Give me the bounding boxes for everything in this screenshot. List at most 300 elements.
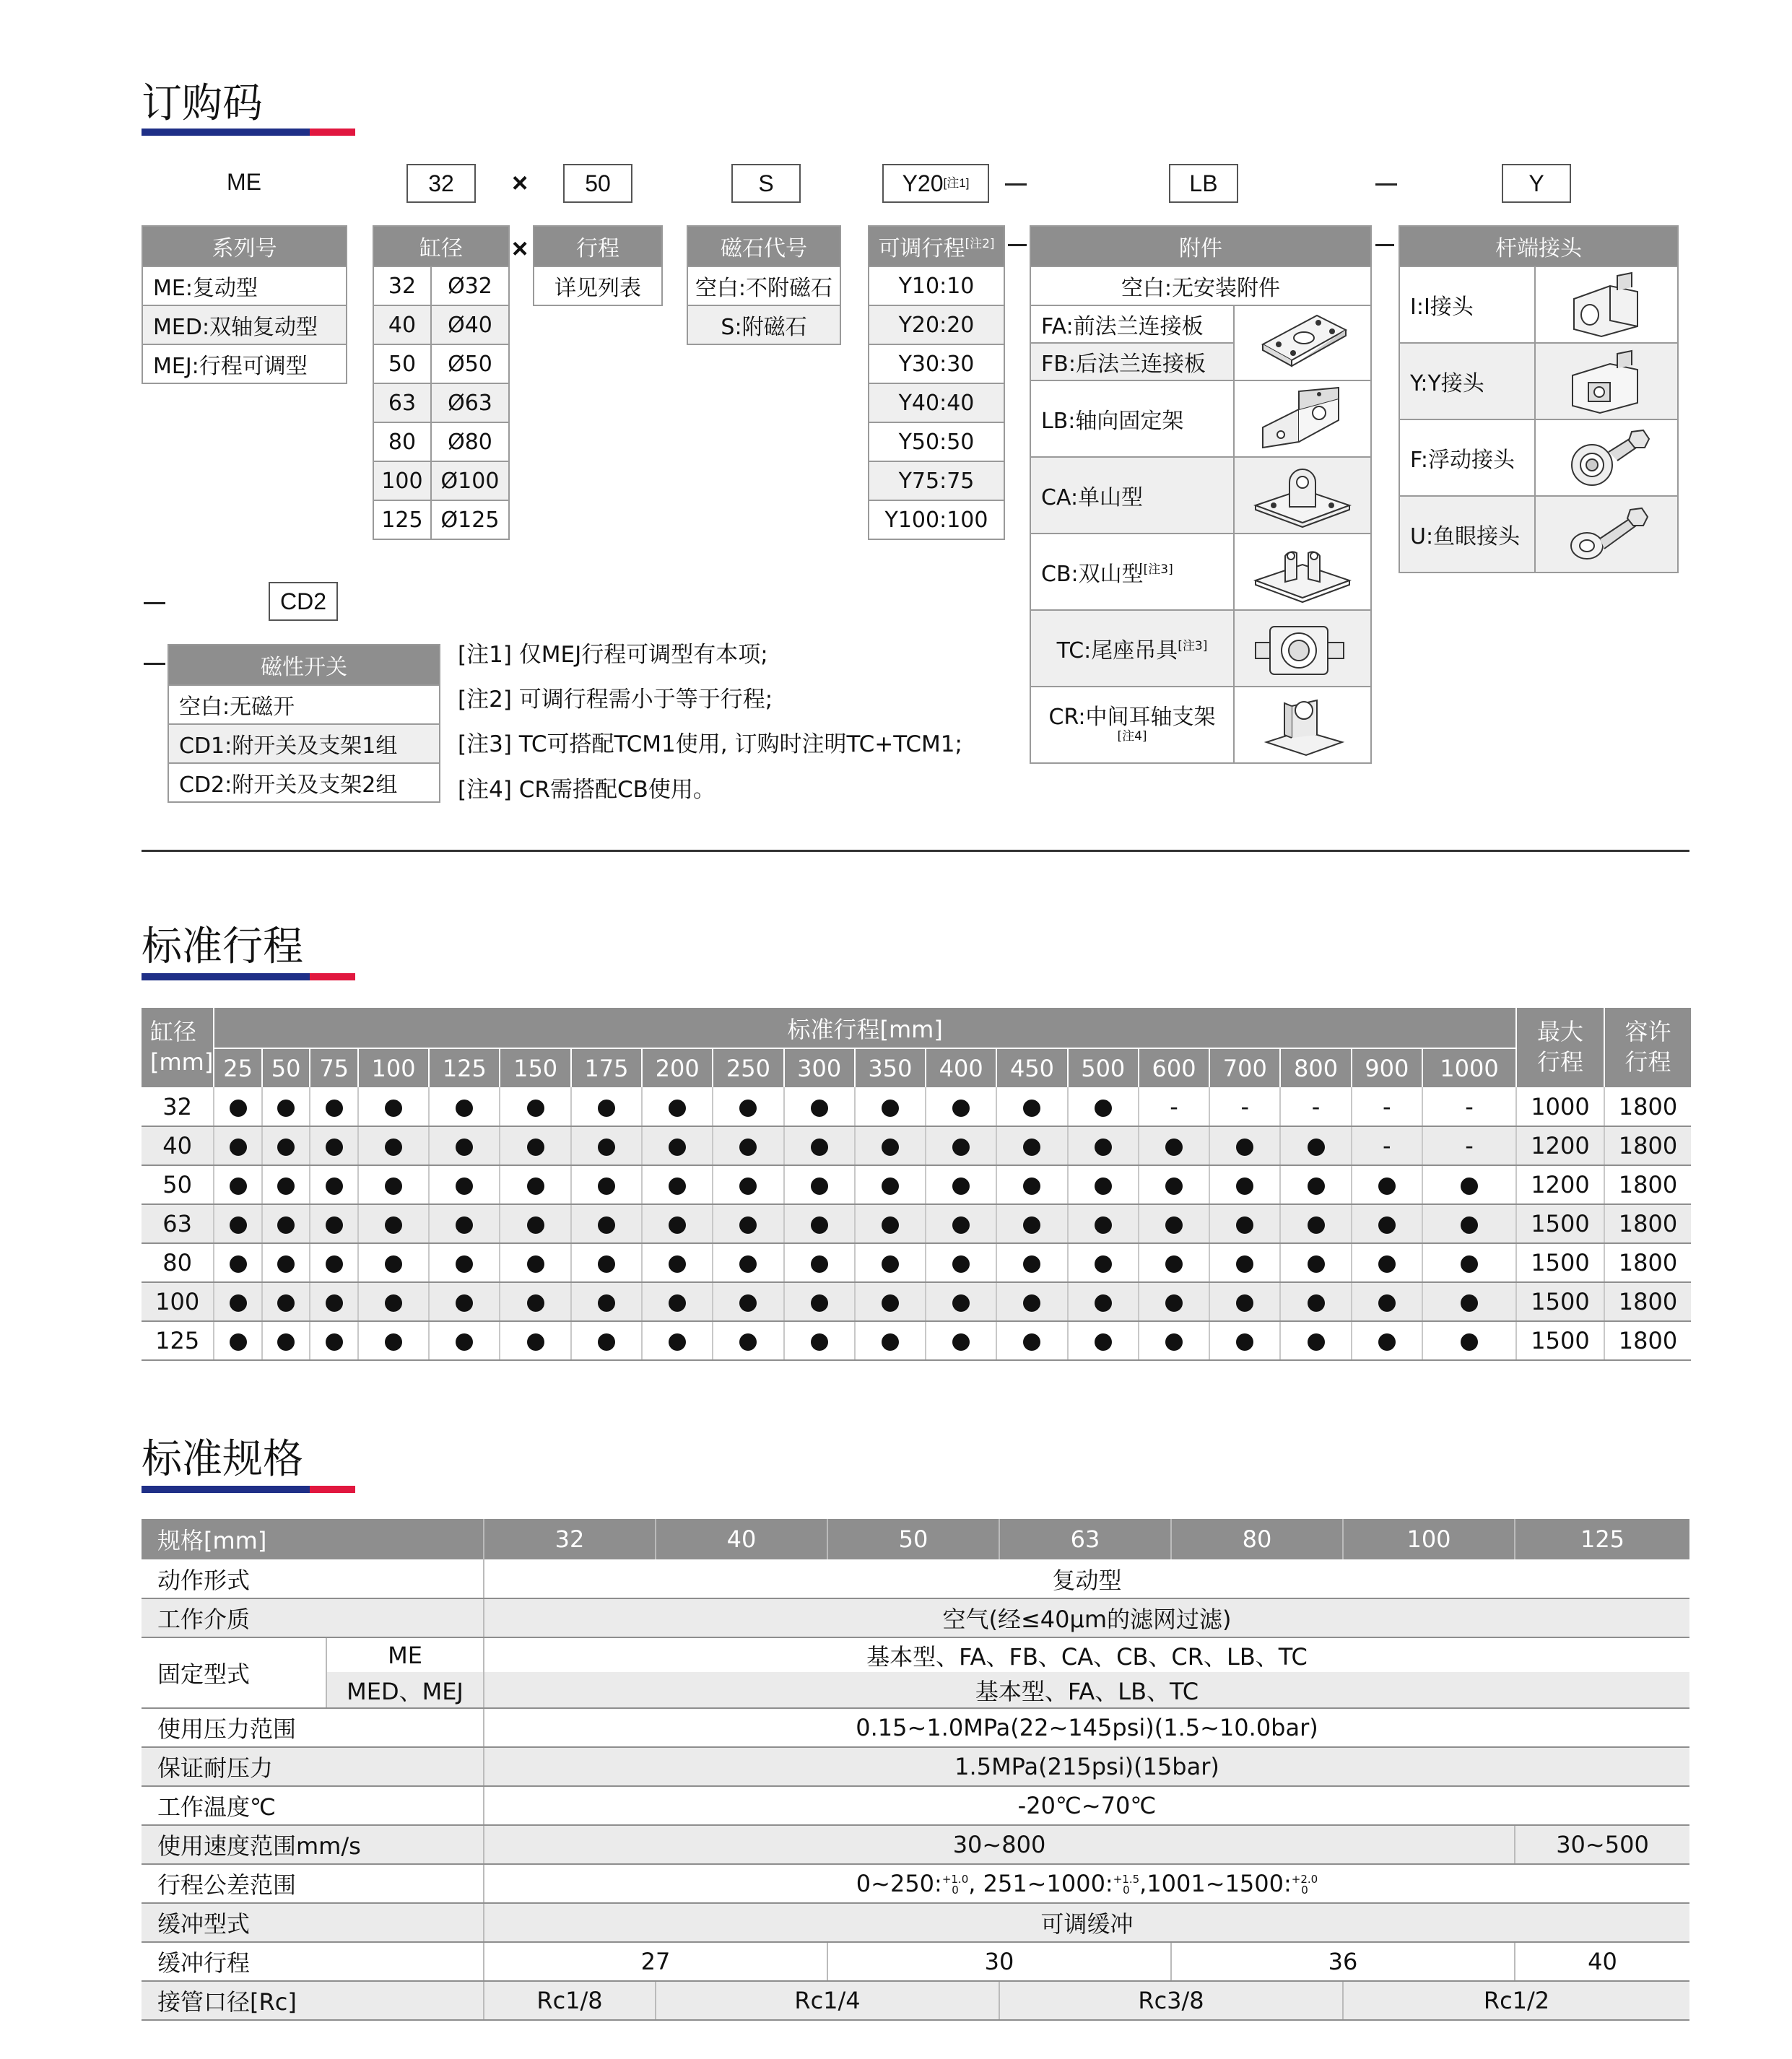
adj-option: Y20:20 bbox=[869, 305, 1004, 344]
available-dot bbox=[429, 1087, 500, 1126]
spec-medium: 空气(经≤40μm的滤网过滤) bbox=[484, 1598, 1689, 1637]
available-dot bbox=[358, 1165, 429, 1204]
accessory-ca: CA:单山型 bbox=[1030, 457, 1234, 534]
dash bbox=[1375, 183, 1397, 186]
available-dot bbox=[996, 1243, 1067, 1282]
dot-icon bbox=[456, 1333, 473, 1351]
magnet-none: 空白:不附磁石 bbox=[687, 266, 840, 305]
available-dot bbox=[310, 1126, 358, 1165]
available-dot bbox=[1422, 1282, 1516, 1321]
dot-icon bbox=[1023, 1255, 1040, 1273]
available-dot bbox=[214, 1243, 262, 1282]
available-dot bbox=[262, 1165, 310, 1204]
series-med: MED:双轴复动型 bbox=[142, 305, 347, 344]
available-dot bbox=[214, 1282, 262, 1321]
spec-bore: 80 bbox=[1171, 1519, 1343, 1559]
dot-icon bbox=[230, 1139, 247, 1156]
available-dot bbox=[1280, 1165, 1351, 1204]
code-adj: Y20 bbox=[902, 170, 944, 196]
dot-icon bbox=[952, 1100, 970, 1117]
bore-size: Ø63 bbox=[431, 383, 509, 422]
unavailable-dash: - bbox=[1352, 1087, 1422, 1126]
adj-table bbox=[868, 225, 1005, 540]
dot-icon bbox=[598, 1255, 615, 1273]
available-dot bbox=[855, 1243, 926, 1282]
spec-table bbox=[142, 1519, 1689, 2021]
stroke-row-max: 1200 bbox=[1516, 1165, 1604, 1204]
available-dot bbox=[1139, 1126, 1209, 1165]
stroke-column-header: 175 bbox=[571, 1048, 642, 1087]
stroke-column-header: 100 bbox=[358, 1048, 429, 1087]
stroke-standard-header: 标准行程[mm] bbox=[214, 1008, 1516, 1048]
available-dot bbox=[1209, 1126, 1280, 1165]
dot-icon bbox=[1378, 1333, 1396, 1351]
accessory-table bbox=[1030, 225, 1372, 764]
dot-icon bbox=[277, 1255, 295, 1273]
dot-icon bbox=[230, 1333, 247, 1351]
note-2: [注2] 可调行程需小于等于行程; bbox=[458, 687, 773, 713]
dot-icon bbox=[952, 1216, 970, 1234]
dash bbox=[144, 663, 165, 665]
bore-code: 80 bbox=[373, 422, 431, 461]
dot-icon bbox=[739, 1333, 757, 1351]
center-trunnion-icon bbox=[1234, 687, 1371, 763]
stroke-row-allow: 1800 bbox=[1604, 1126, 1691, 1165]
stroke-column-header: 50 bbox=[262, 1048, 310, 1087]
section-title-spec: 标准规格 bbox=[142, 1436, 303, 1483]
dot-icon bbox=[1461, 1294, 1478, 1312]
stroke-row-allow: 1800 bbox=[1604, 1087, 1691, 1126]
available-dot bbox=[262, 1243, 310, 1282]
available-dot bbox=[996, 1087, 1067, 1126]
stroke-max-header: 最大行程 bbox=[1516, 1008, 1604, 1087]
dot-icon bbox=[1378, 1177, 1396, 1195]
code-bore-box bbox=[406, 164, 476, 203]
dot-icon bbox=[527, 1177, 544, 1195]
dot-icon bbox=[277, 1216, 295, 1234]
dot-icon bbox=[1236, 1216, 1253, 1234]
stroke-row-bore: 32 bbox=[142, 1087, 214, 1126]
available-dot bbox=[713, 1282, 783, 1321]
available-dot bbox=[926, 1126, 996, 1165]
code-switch: CD2 bbox=[279, 588, 326, 614]
adj-option: Y30:30 bbox=[869, 344, 1004, 383]
adj-option: Y50:50 bbox=[869, 422, 1004, 461]
dot-icon bbox=[1308, 1216, 1325, 1234]
dot-icon bbox=[1236, 1333, 1253, 1351]
dot-icon bbox=[882, 1294, 899, 1312]
bore-size: Ø32 bbox=[431, 266, 509, 305]
spec-pressure-label: 使用压力范围 bbox=[142, 1708, 484, 1747]
available-dot bbox=[1139, 1165, 1209, 1204]
bore-table bbox=[373, 225, 510, 540]
available-dot bbox=[214, 1321, 262, 1360]
dot-icon bbox=[882, 1139, 899, 1156]
available-dot bbox=[713, 1087, 783, 1126]
code-rodend-box bbox=[1502, 164, 1571, 203]
spec-cushion: 可调缓冲 bbox=[484, 1903, 1689, 1942]
stroke-row-bore: 80 bbox=[142, 1243, 214, 1282]
dot-icon bbox=[1165, 1216, 1183, 1234]
available-dot bbox=[784, 1282, 855, 1321]
available-dot bbox=[500, 1087, 570, 1126]
available-dot bbox=[500, 1165, 570, 1204]
switch-none: 空白:无磁开 bbox=[168, 685, 440, 724]
dot-icon bbox=[230, 1177, 247, 1195]
stroke-row-bore: 63 bbox=[142, 1204, 214, 1243]
divider bbox=[142, 850, 1689, 852]
available-dot bbox=[262, 1087, 310, 1126]
bore-code: 100 bbox=[373, 461, 431, 500]
available-dot bbox=[1422, 1165, 1516, 1204]
stroke-column-header: 1000 bbox=[1422, 1048, 1516, 1087]
stroke-table bbox=[533, 225, 663, 306]
dot-icon bbox=[277, 1139, 295, 1156]
dot-icon bbox=[1461, 1333, 1478, 1351]
spec-speed-b: 30~500 bbox=[1515, 1825, 1689, 1864]
stroke-column-header: 450 bbox=[996, 1048, 1067, 1087]
spec-pressure: 0.15~1.0MPa(22~145psi)(1.5~10.0bar) bbox=[484, 1708, 1689, 1747]
available-dot bbox=[571, 1321, 642, 1360]
dash bbox=[1375, 244, 1394, 246]
stroke-row-allow: 1800 bbox=[1604, 1282, 1691, 1321]
available-dot bbox=[310, 1087, 358, 1126]
available-dot bbox=[784, 1204, 855, 1243]
spec-mount-me-label: ME bbox=[326, 1637, 484, 1672]
available-dot bbox=[358, 1087, 429, 1126]
available-dot bbox=[214, 1126, 262, 1165]
bore-size: Ø80 bbox=[431, 422, 509, 461]
adj-header: 可调行程[注2] bbox=[869, 226, 1004, 266]
dot-icon bbox=[1095, 1255, 1112, 1273]
dot-icon bbox=[230, 1294, 247, 1312]
available-dot bbox=[214, 1087, 262, 1126]
i-joint-icon bbox=[1535, 266, 1678, 343]
dot-icon bbox=[456, 1255, 473, 1273]
stroke-column-header: 800 bbox=[1280, 1048, 1351, 1087]
dot-icon bbox=[811, 1177, 828, 1195]
stroke-row-max: 1500 bbox=[1516, 1282, 1604, 1321]
available-dot bbox=[358, 1204, 429, 1243]
dot-icon bbox=[1236, 1294, 1253, 1312]
dot-icon bbox=[1378, 1255, 1396, 1273]
rod-eye-icon bbox=[1535, 496, 1678, 573]
spec-cushion-label: 缓冲型式 bbox=[142, 1903, 484, 1942]
dot-icon bbox=[598, 1139, 615, 1156]
dot-icon bbox=[1165, 1294, 1183, 1312]
bore-header: 缸径 bbox=[373, 226, 509, 266]
stroke-column-header: 600 bbox=[1139, 1048, 1209, 1087]
spec-bore: 32 bbox=[484, 1519, 656, 1559]
spec-medium-label: 工作介质 bbox=[142, 1598, 484, 1637]
spec-cushion-len: 40 bbox=[1515, 1942, 1689, 1981]
accessory-lb: LB:轴向固定架 bbox=[1030, 380, 1234, 457]
dot-icon bbox=[1165, 1255, 1183, 1273]
spec-temp-label: 工作温度℃ bbox=[142, 1786, 484, 1825]
dot-icon bbox=[598, 1294, 615, 1312]
dash bbox=[1008, 244, 1027, 246]
dot-icon bbox=[1378, 1294, 1396, 1312]
unavailable-dash: - bbox=[1422, 1087, 1516, 1126]
available-dot bbox=[429, 1321, 500, 1360]
spec-mount-med: 基本型、FA、LB、TC bbox=[484, 1672, 1689, 1708]
series-header: 系列号 bbox=[142, 226, 347, 266]
dot-icon bbox=[669, 1139, 686, 1156]
available-dot bbox=[1352, 1321, 1422, 1360]
dot-icon bbox=[1023, 1100, 1040, 1117]
available-dot bbox=[1068, 1165, 1139, 1204]
dot-icon bbox=[598, 1100, 615, 1117]
available-dot bbox=[1068, 1126, 1139, 1165]
dot-icon bbox=[456, 1177, 473, 1195]
stroke-bore-header: 缸径 [mm] bbox=[142, 1008, 214, 1087]
dot-icon bbox=[598, 1216, 615, 1234]
spec-action: 复动型 bbox=[484, 1559, 1689, 1598]
available-dot bbox=[1422, 1321, 1516, 1360]
available-dot bbox=[855, 1087, 926, 1126]
double-clevis-icon bbox=[1234, 534, 1371, 610]
dot-icon bbox=[739, 1177, 757, 1195]
available-dot bbox=[1422, 1204, 1516, 1243]
dot-icon bbox=[326, 1139, 343, 1156]
available-dot bbox=[713, 1126, 783, 1165]
bore-size: Ø100 bbox=[431, 461, 509, 500]
available-dot bbox=[926, 1165, 996, 1204]
code-times: × bbox=[512, 168, 529, 199]
dot-icon bbox=[326, 1333, 343, 1351]
spec-bore: 100 bbox=[1343, 1519, 1515, 1559]
standard-stroke-table bbox=[142, 1008, 1691, 1361]
rodend-u: U:鱼眼接头 bbox=[1399, 496, 1535, 573]
dot-icon bbox=[882, 1333, 899, 1351]
available-dot bbox=[996, 1282, 1067, 1321]
available-dot bbox=[262, 1126, 310, 1165]
dot-icon bbox=[811, 1294, 828, 1312]
available-dot bbox=[1068, 1087, 1139, 1126]
available-dot bbox=[571, 1165, 642, 1204]
stroke-row-allow: 1800 bbox=[1604, 1321, 1691, 1360]
available-dot bbox=[500, 1204, 570, 1243]
spec-port-label: 接管口径[Rc] bbox=[142, 1981, 484, 2020]
dot-icon bbox=[1095, 1216, 1112, 1234]
dot-icon bbox=[456, 1216, 473, 1234]
available-dot bbox=[262, 1204, 310, 1243]
dot-icon bbox=[527, 1139, 544, 1156]
dot-icon bbox=[1236, 1139, 1253, 1156]
dot-icon bbox=[385, 1100, 402, 1117]
trunnion-icon bbox=[1234, 610, 1371, 687]
stroke-row-allow: 1800 bbox=[1604, 1243, 1691, 1282]
stroke-column-header: 700 bbox=[1209, 1048, 1280, 1087]
available-dot bbox=[310, 1243, 358, 1282]
code-magnet: S bbox=[758, 170, 774, 196]
dot-icon bbox=[230, 1255, 247, 1273]
available-dot bbox=[1139, 1282, 1209, 1321]
dot-icon bbox=[882, 1100, 899, 1117]
spec-mount-me: 基本型、FA、FB、CA、CB、CR、LB、TC bbox=[866, 1642, 1308, 1671]
available-dot bbox=[262, 1282, 310, 1321]
dot-icon bbox=[1461, 1177, 1478, 1195]
dot-icon bbox=[669, 1216, 686, 1234]
available-dot bbox=[1139, 1243, 1209, 1282]
available-dot bbox=[1209, 1321, 1280, 1360]
available-dot bbox=[1422, 1243, 1516, 1282]
spec-proof: 1.5MPa(215psi)(15bar) bbox=[484, 1747, 1689, 1786]
bore-code: 125 bbox=[373, 500, 431, 539]
dot-icon bbox=[739, 1216, 757, 1234]
available-dot bbox=[855, 1126, 926, 1165]
note-4: [注4] CR需搭配CB使用。 bbox=[458, 777, 716, 803]
dot-icon bbox=[1308, 1177, 1325, 1195]
stroke-row-max: 1000 bbox=[1516, 1087, 1604, 1126]
y-joint-icon bbox=[1535, 343, 1678, 419]
dot-icon bbox=[739, 1294, 757, 1312]
available-dot bbox=[571, 1243, 642, 1282]
spec-bore: 50 bbox=[827, 1519, 999, 1559]
stroke-row bbox=[142, 1165, 1691, 1204]
stroke-row-bore: 125 bbox=[142, 1321, 214, 1360]
spec-proof-label: 保证耐压力 bbox=[142, 1747, 484, 1786]
single-clevis-icon bbox=[1234, 457, 1371, 534]
available-dot bbox=[926, 1321, 996, 1360]
available-dot bbox=[996, 1204, 1067, 1243]
available-dot bbox=[642, 1282, 713, 1321]
foot-bracket-icon bbox=[1234, 380, 1371, 457]
dot-icon bbox=[1023, 1139, 1040, 1156]
available-dot bbox=[713, 1165, 783, 1204]
adj-option: Y100:100 bbox=[869, 500, 1004, 539]
available-dot bbox=[642, 1126, 713, 1165]
title-underline bbox=[142, 129, 355, 136]
dot-icon bbox=[598, 1333, 615, 1351]
bore-code: 32 bbox=[373, 266, 431, 305]
dot-icon bbox=[527, 1255, 544, 1273]
available-dot bbox=[310, 1204, 358, 1243]
dot-icon bbox=[527, 1100, 544, 1117]
dot-icon bbox=[1023, 1216, 1040, 1234]
stroke-column-header: 350 bbox=[855, 1048, 926, 1087]
switch-header: 磁性开关 bbox=[168, 645, 440, 685]
title-underline bbox=[142, 973, 355, 980]
code-magnet-box bbox=[731, 164, 801, 203]
stroke-column-header: 250 bbox=[713, 1048, 783, 1087]
unavailable-dash: - bbox=[1209, 1087, 1280, 1126]
stroke-row-allow: 1800 bbox=[1604, 1204, 1691, 1243]
available-dot bbox=[358, 1321, 429, 1360]
stroke-row-max: 1500 bbox=[1516, 1204, 1604, 1243]
stroke-column-header: 125 bbox=[429, 1048, 500, 1087]
note-3: [注3] TC可搭配TCM1使用, 订购时注明TC+TCM1; bbox=[458, 731, 962, 757]
spec-cushion-len: 36 bbox=[1171, 1942, 1515, 1981]
dash bbox=[144, 602, 165, 604]
dot-icon bbox=[230, 1100, 247, 1117]
spec-speed-a: 30~800 bbox=[484, 1825, 1515, 1864]
available-dot bbox=[500, 1126, 570, 1165]
series-mej: MEJ:行程可调型 bbox=[142, 344, 347, 383]
rodend-i: I:I接头 bbox=[1399, 266, 1535, 343]
available-dot bbox=[784, 1087, 855, 1126]
spec-bore: 40 bbox=[656, 1519, 827, 1559]
spec-mount-label: 固定型式 bbox=[142, 1637, 326, 1708]
spec-port: Rc3/8 bbox=[999, 1981, 1343, 2020]
available-dot bbox=[713, 1204, 783, 1243]
available-dot bbox=[571, 1282, 642, 1321]
spec-temp: -20℃~70℃ bbox=[484, 1786, 1689, 1825]
available-dot bbox=[1280, 1282, 1351, 1321]
stroke-row bbox=[142, 1321, 1691, 1360]
available-dot bbox=[855, 1204, 926, 1243]
available-dot bbox=[642, 1087, 713, 1126]
spec-port: Rc1/4 bbox=[656, 1981, 999, 2020]
available-dot bbox=[262, 1321, 310, 1360]
code-bore: 32 bbox=[428, 170, 454, 196]
stroke-see-list: 详见列表 bbox=[534, 266, 662, 305]
dash bbox=[1005, 183, 1027, 186]
dot-icon bbox=[1308, 1255, 1325, 1273]
dot-icon bbox=[277, 1177, 295, 1195]
dot-icon bbox=[277, 1100, 295, 1117]
dot-icon bbox=[669, 1100, 686, 1117]
available-dot bbox=[1068, 1204, 1139, 1243]
spec-mount-med-label: MED、MEJ bbox=[326, 1672, 484, 1708]
available-dot bbox=[571, 1126, 642, 1165]
stroke-row-bore: 50 bbox=[142, 1165, 214, 1204]
spec-bore: 125 bbox=[1515, 1519, 1689, 1559]
bore-size: Ø40 bbox=[431, 305, 509, 344]
dot-icon bbox=[1236, 1177, 1253, 1195]
dot-icon bbox=[1165, 1177, 1183, 1195]
available-dot bbox=[855, 1282, 926, 1321]
available-dot bbox=[310, 1282, 358, 1321]
accessory-fa: FA:前法兰连接板 bbox=[1030, 305, 1234, 343]
adj-option: Y40:40 bbox=[869, 383, 1004, 422]
dot-icon bbox=[277, 1294, 295, 1312]
dot-icon bbox=[1308, 1139, 1325, 1156]
dot-icon bbox=[385, 1294, 402, 1312]
dot-icon bbox=[1095, 1177, 1112, 1195]
dot-icon bbox=[669, 1255, 686, 1273]
spec-cushion-len: 30 bbox=[827, 1942, 1171, 1981]
dot-icon bbox=[527, 1333, 544, 1351]
dot-icon bbox=[1461, 1216, 1478, 1234]
available-dot bbox=[1352, 1165, 1422, 1204]
code-switch-box bbox=[269, 582, 338, 621]
bore-size: Ø50 bbox=[431, 344, 509, 383]
available-dot bbox=[642, 1204, 713, 1243]
bore-code: 63 bbox=[373, 383, 431, 422]
stroke-row-max: 1200 bbox=[1516, 1126, 1604, 1165]
title-underline bbox=[142, 1486, 355, 1493]
stroke-column-header: 900 bbox=[1352, 1048, 1422, 1087]
available-dot bbox=[500, 1321, 570, 1360]
dot-icon bbox=[811, 1255, 828, 1273]
section-title-order: 订购码 bbox=[142, 80, 263, 127]
available-dot bbox=[1280, 1243, 1351, 1282]
dot-icon bbox=[669, 1177, 686, 1195]
spec-tol: 0~250: +1.0 0 , 251~1000: +1.5 0 ,1001~1500: +2.0 0 bbox=[484, 1864, 1689, 1903]
dot-icon bbox=[527, 1294, 544, 1312]
available-dot bbox=[310, 1321, 358, 1360]
available-dot bbox=[571, 1204, 642, 1243]
code-accessory-box bbox=[1169, 164, 1238, 203]
dot-icon bbox=[952, 1139, 970, 1156]
note-1: [注1] 仅MEJ行程可调型有本项; bbox=[458, 642, 768, 668]
available-dot bbox=[926, 1243, 996, 1282]
floating-joint-icon bbox=[1535, 419, 1678, 496]
dot-icon bbox=[277, 1333, 295, 1351]
unavailable-dash: - bbox=[1280, 1087, 1351, 1126]
dot-icon bbox=[527, 1216, 544, 1234]
